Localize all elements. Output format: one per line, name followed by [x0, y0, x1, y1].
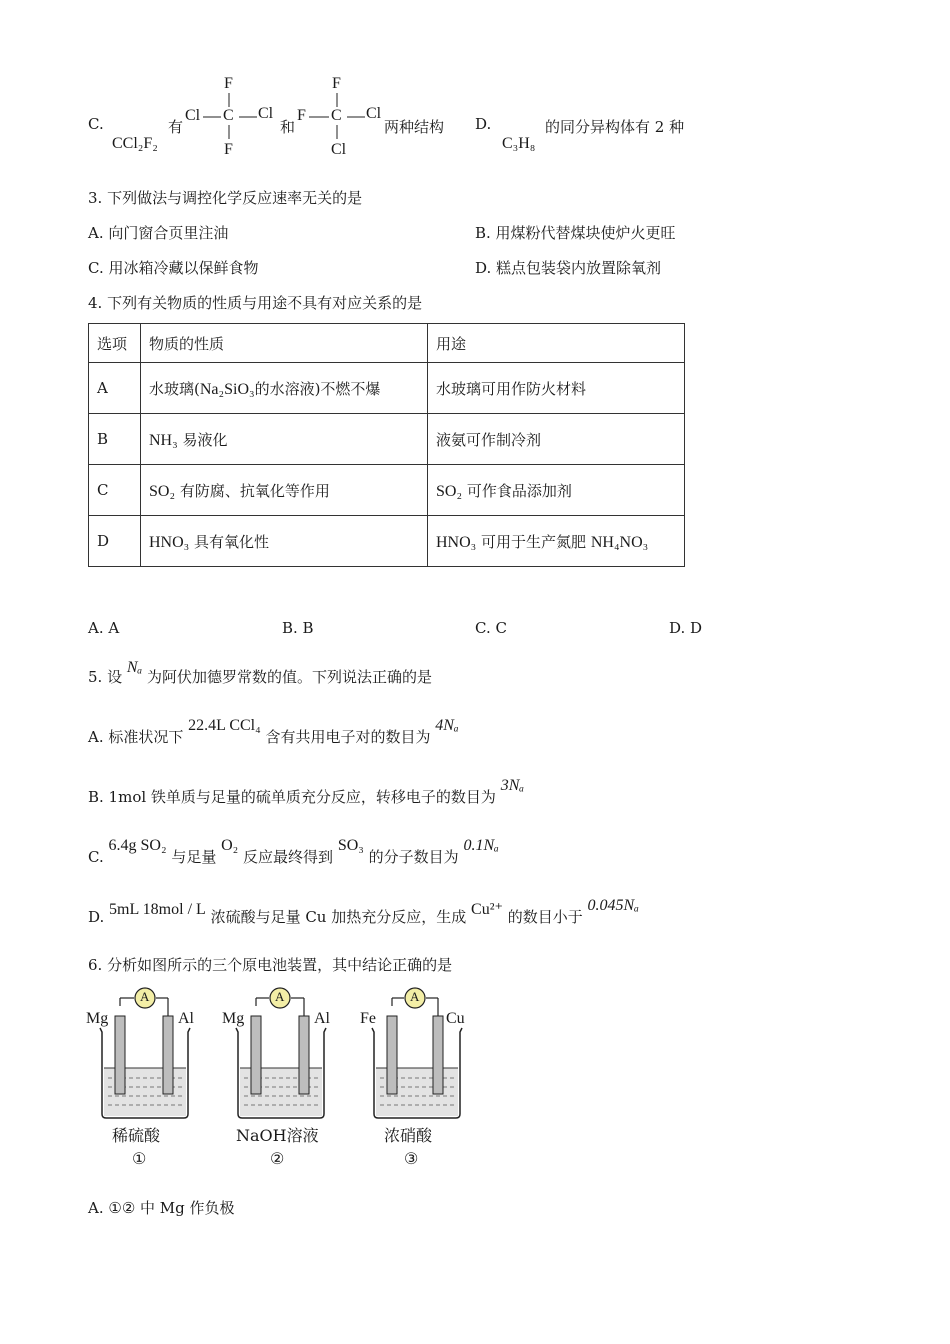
table-row — [89, 516, 685, 567]
q4-table — [88, 323, 685, 567]
q5-c-mid-1: 与足量 — [171, 848, 217, 866]
row-c-use — [428, 465, 685, 516]
ammeter-icon: A — [410, 989, 420, 1004]
row-c-property-formula: SO₂ — [149, 482, 176, 500]
q5-stem — [88, 659, 433, 687]
cell-2-number: ② — [270, 1149, 285, 1168]
structure-2-right: Cl — [366, 105, 382, 122]
q5-a-formula: 22.4L CCl₄ — [188, 717, 261, 734]
q5-option-a[interactable] — [88, 717, 459, 747]
cell-1-right-electrode: Al — [178, 1010, 194, 1027]
q5-a-mid: 含有共用电子对的数目为 — [265, 728, 431, 746]
q2-option-d-formula: C₃H₈ — [502, 135, 536, 152]
structure-2-bottom: Cl — [331, 141, 347, 158]
q2-option-d-text: 的同分异构体有 2 种 — [545, 118, 685, 136]
table-row — [89, 465, 685, 516]
q4-answer-d[interactable]: D. D — [669, 619, 703, 637]
ammeter-icon: A — [275, 989, 285, 1004]
q4-stem: 4. 下列有关物质的性质与用途不具有对应关系的是 — [88, 294, 423, 312]
row-a-property-post: 的水溶液)不燃不爆 — [254, 379, 381, 398]
cell-1-solution: 稀硫酸 — [112, 1126, 161, 1145]
row-c-use-formula: SO₂ — [436, 482, 463, 500]
q5-c-mid-2: 反应最终得到 — [243, 848, 334, 866]
q5-b-pre: B. 1mol 铁单质与足量的硫单质充分反应，转移电子的数目为 — [88, 788, 496, 806]
cell-1-left-electrode: Mg — [86, 1010, 109, 1027]
q5-c-formula-1: 6.4g SO₂ — [108, 837, 167, 854]
q4-answer-c[interactable]: C. C — [475, 619, 507, 637]
q5-stem-formula: Nₐ — [126, 659, 143, 676]
q2-option-c-text-2: 和 — [280, 118, 296, 136]
structure-1-bottom: F — [224, 141, 233, 158]
row-c-option: C — [89, 465, 141, 516]
q5-stem-post: 为阿伏加德罗常数的值。下列说法正确的是 — [147, 668, 433, 686]
q5-a-pre: A. 标准状况下 — [88, 728, 184, 746]
q5-stem-pre: 5. 设 — [88, 668, 123, 686]
row-a-property-formula: Na₂SiO₃ — [199, 380, 255, 398]
q3-option-b[interactable]: B. 用煤粉代替煤块使炉火更旺 — [475, 224, 676, 242]
row-a-property — [141, 363, 428, 414]
q5-a-value: 4Nₐ — [435, 717, 459, 734]
q5-c-formula-2: O₂ — [221, 837, 239, 854]
row-d-property-formula: HNO₃ — [149, 533, 190, 551]
q5-option-c[interactable] — [88, 837, 499, 867]
row-a-option: A — [89, 363, 141, 414]
q4-answer-b[interactable]: B. B — [282, 619, 314, 637]
header-use: 用途 — [428, 324, 685, 363]
row-d-option: D — [89, 516, 141, 567]
q3-option-c[interactable]: C. 用冰箱冷藏以保鲜食物 — [88, 259, 259, 277]
q5-c-mid-3: 的分子数目为 — [368, 848, 459, 866]
structure-formula-1 — [185, 75, 280, 160]
row-b-use: 液氨可作制冷剂 — [428, 414, 685, 465]
cell-2-drawing — [222, 986, 342, 1121]
q5-b-value: 3Nₐ — [500, 777, 525, 794]
table-row — [89, 363, 685, 414]
structure-2-top: F — [332, 75, 341, 92]
q4-answer-a[interactable]: A. A — [88, 619, 120, 637]
q5-c-formula-3: SO₃ — [337, 837, 364, 854]
q5-d-pre: D. — [88, 908, 105, 926]
q5-option-d[interactable] — [88, 897, 639, 927]
table-header-row — [89, 324, 685, 363]
q5-d-formula-2: Cu²⁺ — [471, 901, 503, 918]
header-option: 选项 — [89, 324, 141, 363]
q5-d-formula: 5mL 18mol / L — [109, 901, 206, 918]
q5-d-mid: 浓硫酸与足量 Cu 加热充分反应，生成 — [210, 908, 467, 926]
cell-3-drawing — [358, 986, 473, 1121]
cell-1-drawing — [86, 986, 196, 1121]
q5-d-value: 0.045Nₐ — [587, 897, 639, 914]
q6-stem: 6. 分析如图所示的三个原电池装置，其中结论正确的是 — [88, 956, 453, 974]
structure-1-center: C — [223, 107, 234, 124]
q6-option-a[interactable]: A. ①② 中 Mg 作负极 — [88, 1199, 235, 1217]
table-row — [89, 414, 685, 465]
cell-2-left-electrode: Mg — [222, 1010, 245, 1027]
row-d-property — [141, 516, 428, 567]
cell-3-solution: 浓硝酸 — [384, 1126, 433, 1145]
galvanic-cell-3 — [358, 986, 473, 1171]
q3-option-a[interactable]: A. 向门窗合页里注油 — [88, 224, 229, 242]
header-property: 物质的性质 — [141, 324, 428, 363]
cell-3-right-electrode: Cu — [446, 1010, 465, 1027]
structure-1-right: Cl — [258, 105, 274, 122]
cell-3-left-electrode: Fe — [360, 1010, 376, 1027]
galvanic-cell-2 — [222, 986, 342, 1171]
row-b-option: B — [89, 414, 141, 465]
row-d-use — [428, 516, 685, 567]
row-b-property-formula: NH₃ — [149, 431, 178, 449]
cell-3-number: ③ — [404, 1149, 419, 1168]
row-c-use-text: 可作食品添加剂 — [466, 481, 572, 500]
ammeter-icon: A — [140, 989, 150, 1004]
cell-2-solution: NaOH溶液 — [236, 1126, 319, 1145]
row-b-property-post: 易液化 — [182, 430, 228, 449]
cell-2-right-electrode: Al — [314, 1010, 330, 1027]
row-c-property-post: 有防腐、抗氧化等作用 — [179, 481, 330, 500]
row-d-use-text: 可用于生产氮肥 — [481, 532, 587, 551]
galvanic-cell-1 — [86, 986, 196, 1171]
cell-1-number: ① — [132, 1149, 147, 1168]
structure-2-center: C — [331, 107, 342, 124]
q5-option-b[interactable] — [88, 777, 525, 807]
q2-option-c-formula: CCl₂F₂ — [112, 135, 158, 152]
q2-option-c-text-1: 有 — [168, 118, 184, 136]
q3-option-d[interactable]: D. 糕点包装袋内放置除氧剂 — [475, 259, 662, 277]
q2-option-c-text-3: 两种结构 — [384, 118, 445, 136]
row-d-use-formula: HNO₃ — [436, 533, 477, 551]
row-a-use: 水玻璃可用作防火材料 — [428, 363, 685, 414]
row-d-use-formula-2: NH₄NO₃ — [590, 533, 649, 551]
row-c-property — [141, 465, 428, 516]
q2-option-d-label: D. — [475, 115, 492, 133]
q5-c-pre: C. — [88, 848, 104, 866]
q2-option-c-label: C. — [88, 115, 104, 133]
q5-c-value: 0.1Nₐ — [463, 837, 499, 854]
q5-d-mid-2: 的数目小于 — [507, 908, 583, 926]
row-d-property-post: 具有氧化性 — [194, 532, 270, 551]
structure-formula-2 — [297, 75, 392, 160]
row-b-property — [141, 414, 428, 465]
structure-1-left: Cl — [185, 107, 201, 124]
q3-stem: 3. 下列做法与调控化学反应速率无关的是 — [88, 189, 363, 207]
structure-1-top: F — [224, 75, 233, 92]
structure-2-left: F — [297, 107, 306, 124]
row-a-property-pre: 水玻璃( — [149, 379, 200, 398]
